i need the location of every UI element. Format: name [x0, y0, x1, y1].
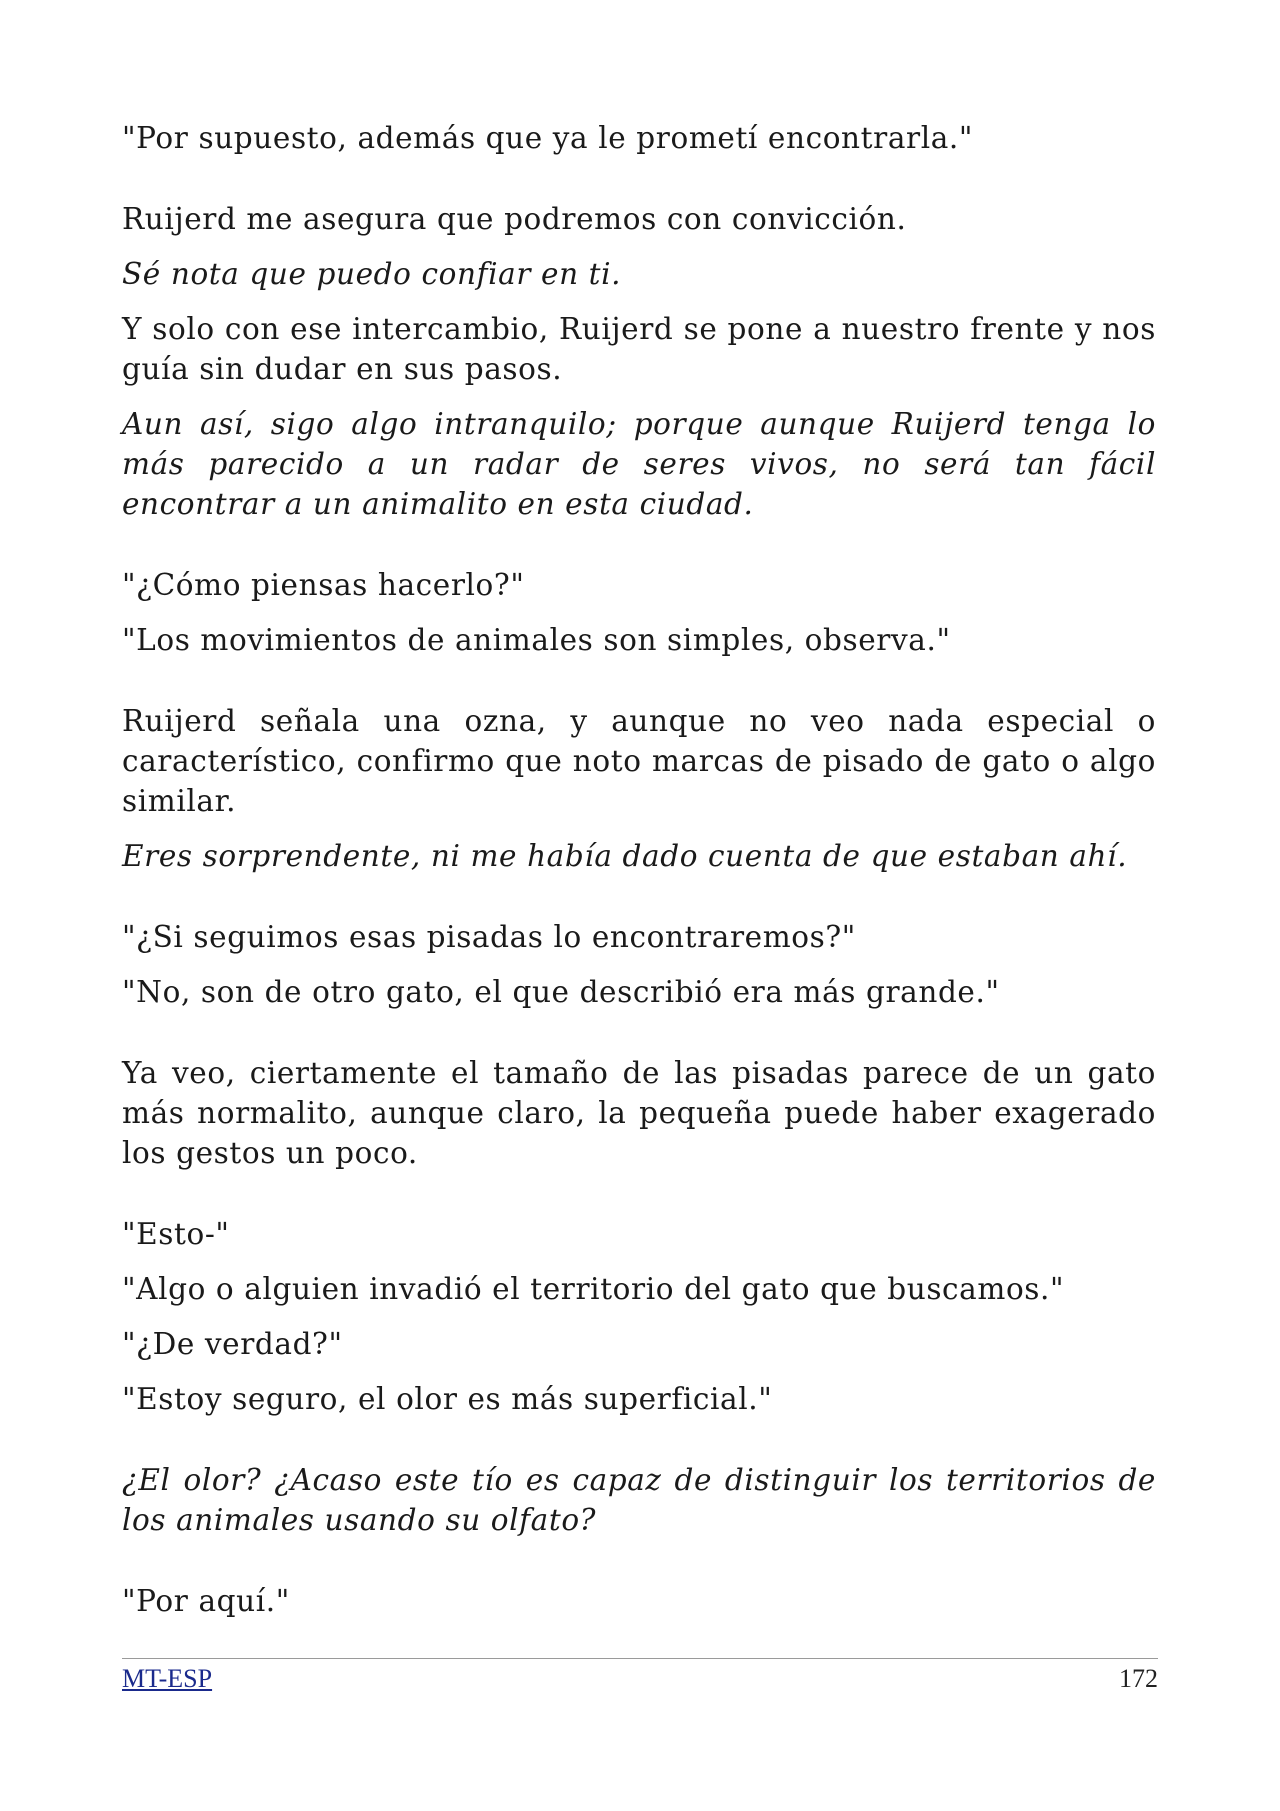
paragraph: Ruijerd me asegura que podremos con convicción. [122, 202, 907, 236]
paragraph: "Algo o alguien invadió el territorio del gato que buscamos." [122, 1272, 1065, 1306]
paragraph: "Los movimientos de animales son simples, observa." [122, 623, 951, 657]
paragraph: "Por aquí." [122, 1584, 290, 1618]
paragraph: "¿Cómo piensas hacerlo?" [122, 568, 525, 602]
paragraph-italic: Sé nota que puedo confiar en ti. [122, 257, 622, 291]
paragraph: Y solo con ese intercambio, Ruijerd se pone a nuestro frente y nos guía sin dudar en sus pasos. [122, 312, 1156, 386]
paragraph-italic: ¿El olor? ¿Acaso este tío es capaz de distinguir los territorios de los animales usando su olfato? [122, 1463, 1156, 1537]
paragraph-italic: Eres sorprendente, ni me había dado cuenta de que estaban ahí. [122, 839, 1128, 873]
paragraph: "Estoy seguro, el olor es más superficial." [122, 1382, 773, 1416]
paragraph: Ruijerd señala una ozna, y aunque no veo nada especial o característico, confirmo que noto marcas de pisado de gato o algo similar. [122, 704, 1156, 818]
paragraph: Ya veo, ciertamente el tamaño de las pisadas parece de un gato más normalito, aunque claro, la pequeña puede haber exagerado los gestos un poco. [122, 1056, 1156, 1170]
paragraph: "¿De verdad?" [122, 1327, 343, 1361]
page-footer [122, 1658, 1158, 1696]
paragraph: "No, son de otro gato, el que describió era más grande." [122, 975, 1000, 1009]
page-body [122, 118, 1156, 1636]
paragraph-italic: Aun así, sigo algo intranquilo; porque aunque Ruijerd tenga lo más parecido a un radar de seres vivos, no será tan fácil encontrar a un animalito en esta ciudad. [122, 407, 1156, 521]
paragraph: "¿Si seguimos esas pisadas lo encontraremos?" [122, 920, 856, 954]
page-number: 172 [1119, 1664, 1158, 1693]
paragraph: "Por supuesto, además que ya le prometí encontrarla." [122, 121, 974, 155]
paragraph: "Esto-" [122, 1217, 230, 1251]
footer-source-link[interactable]: MT-ESP [122, 1664, 213, 1693]
